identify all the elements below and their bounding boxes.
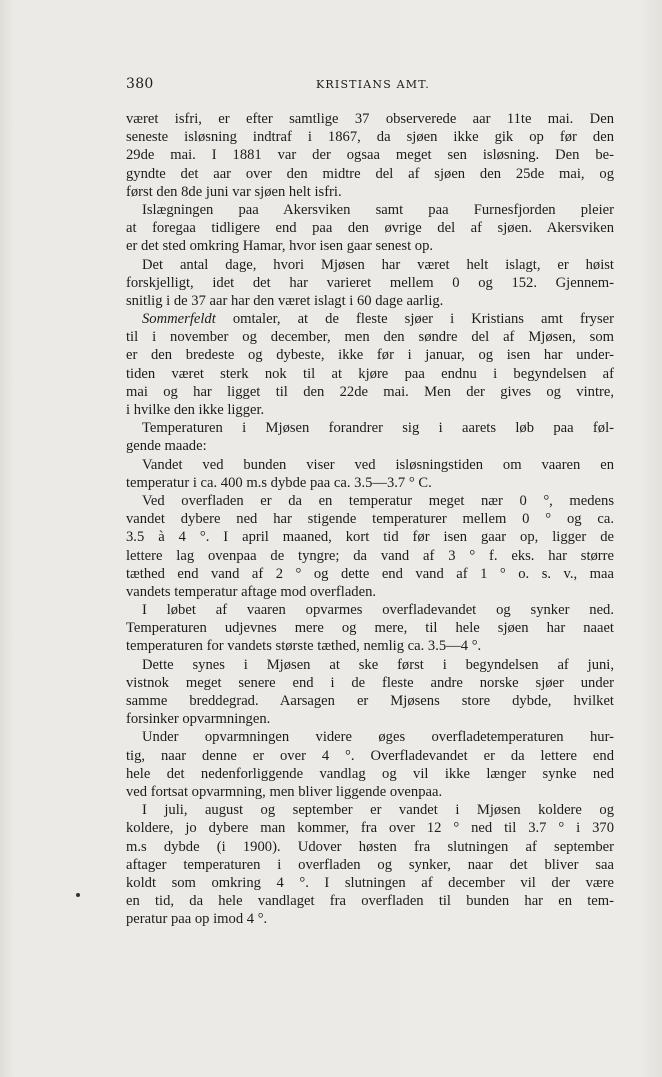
text-line: vistnok meget senere end i de fleste andre norske sjøer under: [126, 674, 614, 691]
text-line: Ved overfladen er da en temperatur meget nær 0 °, medens: [142, 492, 614, 509]
margin-dot: [76, 893, 80, 897]
running-head: KRISTIANS AMT.: [316, 78, 430, 91]
text-line: 29de mai. I 1881 var der ogsaa meget sen isløsning. Den be-: [126, 147, 614, 164]
body-text: [126, 110, 614, 928]
text-line: vandets temperatur aftage mod overfladen.: [126, 583, 377, 600]
text-line: I juli, august og september er vandet i Mjøsen koldere og: [142, 802, 614, 819]
text-line: en tid, da hele vandlaget fra overfladen til bunden har en tem-: [126, 893, 614, 910]
text-line: først den 8de juni var sjøen helt isfri.: [126, 183, 342, 200]
text-line: Det antal dage, hvori Mjøsen har været helt islagt, er høist: [142, 256, 614, 273]
text-line: Temperaturen i Mjøsen forandrer sig i aarets løb paa føl-: [142, 420, 614, 437]
text-line: tæthed end vand af 2 ° og dette end vand af 1 ° o. s. v., maa: [126, 565, 614, 582]
text-line: koldt som omkring 4 °. I slutningen af december vil der være: [126, 874, 614, 891]
text-line: temperatur i ca. 400 m.s dybde paa ca. 3.5—3.7 ° C.: [126, 474, 432, 491]
text-line: mai og har ligget til den 22de mai. Men der gives og vintre,: [126, 383, 614, 400]
text-line: gende maade:: [126, 438, 207, 455]
text-line: seneste isløsning indtraf i 1867, da sjøen ikke gik op før den: [126, 129, 614, 146]
text-line: at foregaa tidligere end paa den øvrige del af sjøen. Akersviken: [126, 220, 614, 237]
text-line: hele det nedenforliggende vandlag og vil ikke længer synke ned: [126, 765, 614, 782]
text-line: er den bredeste og dybeste, ikke før i januar, og isen har under-: [126, 347, 614, 364]
text-line: tiden været sterk nok til at kjøre paa endnu i begyndelsen af: [126, 365, 614, 382]
text-line: I løbet af vaaren opvarmes overfladevandet og synker ned.: [142, 602, 614, 619]
text-fragment: omtaler, at de fleste sjøer i Kristians amt fryser: [232, 311, 614, 328]
author-name: Sommerfeldt: [142, 311, 216, 328]
text-line: Under opvarmningen videre øges overfladetemperaturen hur-: [142, 729, 614, 746]
text-line: Vandet ved bunden viser ved isløsningstiden om vaaren en: [142, 456, 614, 473]
text-line: aftager temperaturen i overfladen og synker, naar det bliver saa: [126, 856, 614, 873]
text-line: er det sted omkring Hamar, hvor isen gaar senest op.: [126, 238, 434, 255]
page-number: 380: [126, 76, 154, 92]
text-line: i hvilke den ikke ligger.: [126, 402, 265, 418]
text-line: koldere, jo dybere man kommer, fra over 12 ° ned til 3.7 ° i 370: [126, 820, 614, 837]
text-line: tig, naar denne er over 4 °. Overfladevandet er da lettere end: [126, 747, 614, 764]
text-line: ved fortsat opvarmning, men bliver liggende ovenpaa.: [126, 783, 443, 800]
text-line: temperaturen for vandets største tæthed, nemlig ca. 3.5—4 °.: [126, 638, 482, 655]
text-line: Islægningen paa Akersviken samt paa Furnesfjorden pleier: [142, 201, 614, 218]
text-line: forsinker opvarmningen.: [126, 711, 271, 728]
text-line: m.s dybde (i 1900). Udover høsten fra slutningen af september: [126, 838, 614, 855]
text-line: vandet dybere ned har stigende temperaturer mellem 0 ° og ca.: [126, 511, 614, 528]
text-line: Dette synes i Mjøsen at ske først i begyndelsen af juni,: [142, 656, 614, 673]
text-line: gyndte det aar over den midtre del af sjøen den 25de mai, og: [126, 165, 614, 182]
text-line: til i november og december, men den søndre del af Mjøsen, som: [126, 329, 614, 346]
text-line: været isfri, er efter samtlige 37 observerede aar 11te mai. Den: [126, 111, 614, 127]
text-line-with-name: [126, 310, 614, 328]
text-line: forskjelligt, idet det har varieret mellem 0 og 152. Gjennem-: [126, 274, 614, 291]
text-line: Temperaturen udjevnes mere og mere, til hele sjøen har naaet: [126, 620, 614, 637]
text-line: lettere lag ovenpaa de tyngre; da vand af 3 ° f. eks. har større: [126, 547, 614, 564]
text-line: peratur paa op imod 4 °.: [126, 911, 268, 928]
text-line: samme breddegrad. Aarsagen er Mjøsens store dybde, hvilket: [126, 693, 614, 709]
text-line: snitlig i de 37 aar har den været islagt i 60 dage aarlig.: [126, 292, 444, 309]
page-header: [126, 76, 614, 96]
text-line: 3.5 à 4 °. I april maaned, kort tid før isen gaar op, ligger de: [126, 529, 614, 546]
